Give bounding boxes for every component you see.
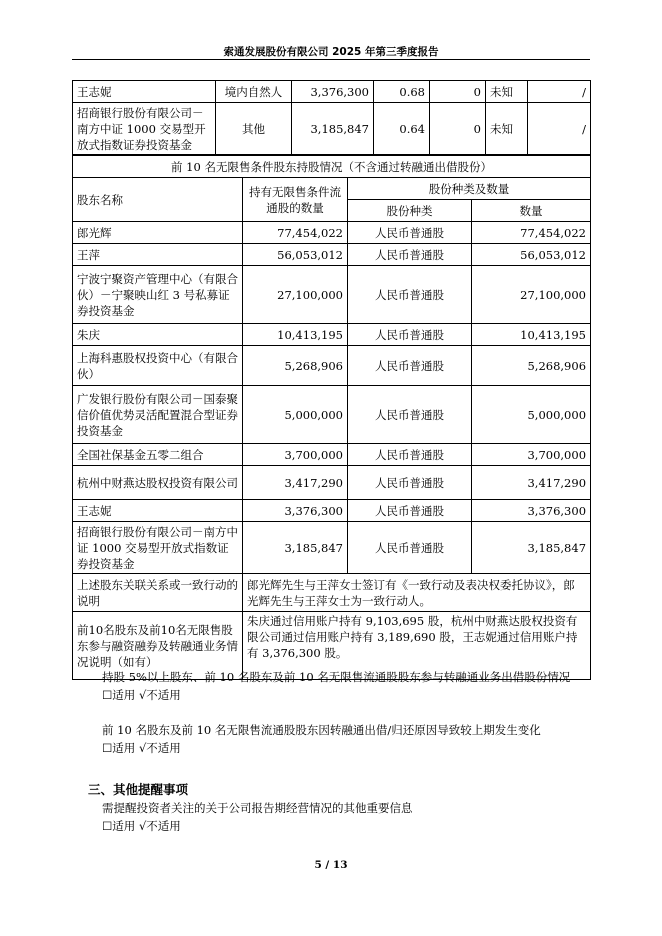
row-qty: 3,700,000 bbox=[243, 444, 348, 466]
row-count: 56,053,012 bbox=[472, 244, 591, 266]
unrestricted-holders-table bbox=[72, 155, 591, 680]
table-row bbox=[73, 103, 591, 155]
holder-shares: 3,185,847 bbox=[292, 103, 374, 155]
holder-status: 未知 bbox=[486, 81, 528, 103]
row-type: 人民币普通股 bbox=[348, 466, 472, 500]
row-type: 人民币普通股 bbox=[348, 500, 472, 522]
related-text: 郎光辉先生与王萍女士签订有《一致行动及表决权委托协议》，郎光辉先生与王萍女士为一致行动人。 bbox=[243, 574, 591, 612]
row-type: 人民币普通股 bbox=[348, 222, 472, 244]
holder-shares: 3,376,300 bbox=[292, 81, 374, 103]
holder-status: 未知 bbox=[486, 103, 528, 155]
row-qty: 5,000,000 bbox=[243, 386, 348, 444]
table-row bbox=[73, 500, 591, 522]
table-row bbox=[73, 574, 591, 612]
margin-text: 朱庆通过信用账户持有 9,103,695 股，杭州中财燕达股权投资有限公司通过信用账户持有 3,189,690 股，王志妮通过信用账户持有 3,376,300 股。 bbox=[243, 612, 591, 680]
row-type: 人民币普通股 bbox=[348, 244, 472, 266]
report-header: 索通发展股份有限公司 2025 年第三季度报告 bbox=[223, 46, 439, 58]
holder-count: / bbox=[528, 81, 591, 103]
row-name: 王志妮 bbox=[73, 500, 243, 522]
row-type: 人民币普通股 bbox=[348, 386, 472, 444]
lending-paragraph: 持股 5%以上股东、前 10 名股东及前 10 名无限售流通股股东参与转融通业务出借股份情况 bbox=[102, 670, 571, 684]
table-row bbox=[73, 386, 591, 444]
row-type: 人民币普通股 bbox=[348, 522, 472, 574]
top-holders-table-continued bbox=[72, 80, 591, 155]
row-qty: 56,053,012 bbox=[243, 244, 348, 266]
row-name: 广发银行股份有限公司－国泰聚信价值优势灵活配置混合型证券投资基金 bbox=[73, 386, 243, 444]
table-row bbox=[73, 222, 591, 244]
row-count: 3,185,847 bbox=[472, 522, 591, 574]
row-count: 3,417,290 bbox=[472, 466, 591, 500]
row-name: 杭州中财燕达股权投资有限公司 bbox=[73, 466, 243, 500]
holder-name: 王志妮 bbox=[73, 81, 216, 103]
margin-label: 前10名股东及前10名无限售股东参与融资融券及转融通业务情况说明（如有） bbox=[73, 612, 243, 680]
table-row bbox=[73, 522, 591, 574]
row-qty: 3,376,300 bbox=[243, 500, 348, 522]
section-check: ☐适用 √不适用 bbox=[102, 819, 181, 833]
table-row bbox=[73, 244, 591, 266]
row-type: 人民币普通股 bbox=[348, 346, 472, 386]
row-name: 上海科惠股权投资中心（有限合伙） bbox=[73, 346, 243, 386]
lending-change-paragraph: 前 10 名股东及前 10 名无限售流通股股东因转融通出借/归还原因导致较上期发生变化 bbox=[102, 723, 541, 737]
section-paragraph: 需提醒投资者关注的关于公司报告期经营情况的其他重要信息 bbox=[102, 801, 413, 815]
row-qty: 3,417,290 bbox=[243, 466, 348, 500]
holder-restricted: 0 bbox=[430, 81, 486, 103]
row-name: 宁波宁聚资产管理中心（有限合伙）－宁聚映山红 3 号私募证券投资基金 bbox=[73, 266, 243, 324]
holder-nature: 其他 bbox=[216, 103, 292, 155]
col-header-qty: 持有无限售条件流通股的数量 bbox=[243, 178, 348, 222]
row-name: 王萍 bbox=[73, 244, 243, 266]
row-count: 77,454,022 bbox=[472, 222, 591, 244]
row-qty: 10,413,195 bbox=[243, 324, 348, 346]
header-rule bbox=[72, 59, 590, 60]
holder-ratio: 0.64 bbox=[374, 103, 430, 155]
row-count: 5,268,906 bbox=[472, 346, 591, 386]
row-type: 人民币普通股 bbox=[348, 444, 472, 466]
table-row bbox=[73, 466, 591, 500]
holder-name: 招商银行股份有限公司－南方中证 1000 交易型开放式指数证券投资基金 bbox=[73, 103, 216, 155]
row-name: 招商银行股份有限公司－南方中证 1000 交易型开放式指数证券投资基金 bbox=[73, 522, 243, 574]
lending-change-check: ☐适用 √不适用 bbox=[102, 741, 181, 755]
row-count: 10,413,195 bbox=[472, 324, 591, 346]
lending-applicable-check: ☐适用 √不适用 bbox=[102, 688, 181, 702]
col-header-name: 股东名称 bbox=[73, 178, 243, 222]
table-title: 前 10 名无限售条件股东持股情况（不含通过转融通出借股份） bbox=[73, 156, 591, 178]
holder-nature: 境内自然人 bbox=[216, 81, 292, 103]
table-row bbox=[73, 346, 591, 386]
row-type: 人民币普通股 bbox=[348, 266, 472, 324]
row-qty: 5,268,906 bbox=[243, 346, 348, 386]
row-qty: 27,100,000 bbox=[243, 266, 348, 324]
row-count: 3,376,300 bbox=[472, 500, 591, 522]
row-qty: 77,454,022 bbox=[243, 222, 348, 244]
related-label: 上述股东关联关系或一致行动的说明 bbox=[73, 574, 243, 612]
table-row bbox=[73, 266, 591, 324]
holder-ratio: 0.68 bbox=[374, 81, 430, 103]
row-name: 郎光辉 bbox=[73, 222, 243, 244]
table-row bbox=[73, 81, 591, 103]
holder-count: / bbox=[528, 103, 591, 155]
col-header-type-qty: 股份种类及数量 bbox=[348, 178, 591, 200]
row-qty: 3,185,847 bbox=[243, 522, 348, 574]
col-header-count: 数量 bbox=[472, 200, 591, 222]
row-count: 5,000,000 bbox=[472, 386, 591, 444]
page-number: 5 / 13 bbox=[314, 859, 348, 871]
row-count: 3,700,000 bbox=[472, 444, 591, 466]
col-header-type: 股份种类 bbox=[348, 200, 472, 222]
row-count: 27,100,000 bbox=[472, 266, 591, 324]
row-type: 人民币普通股 bbox=[348, 324, 472, 346]
row-name: 朱庆 bbox=[73, 324, 243, 346]
section-title: 三、其他提醒事项 bbox=[88, 782, 189, 797]
table-row bbox=[73, 444, 591, 466]
row-name: 全国社保基金五零二组合 bbox=[73, 444, 243, 466]
holder-restricted: 0 bbox=[430, 103, 486, 155]
table-row bbox=[73, 324, 591, 346]
